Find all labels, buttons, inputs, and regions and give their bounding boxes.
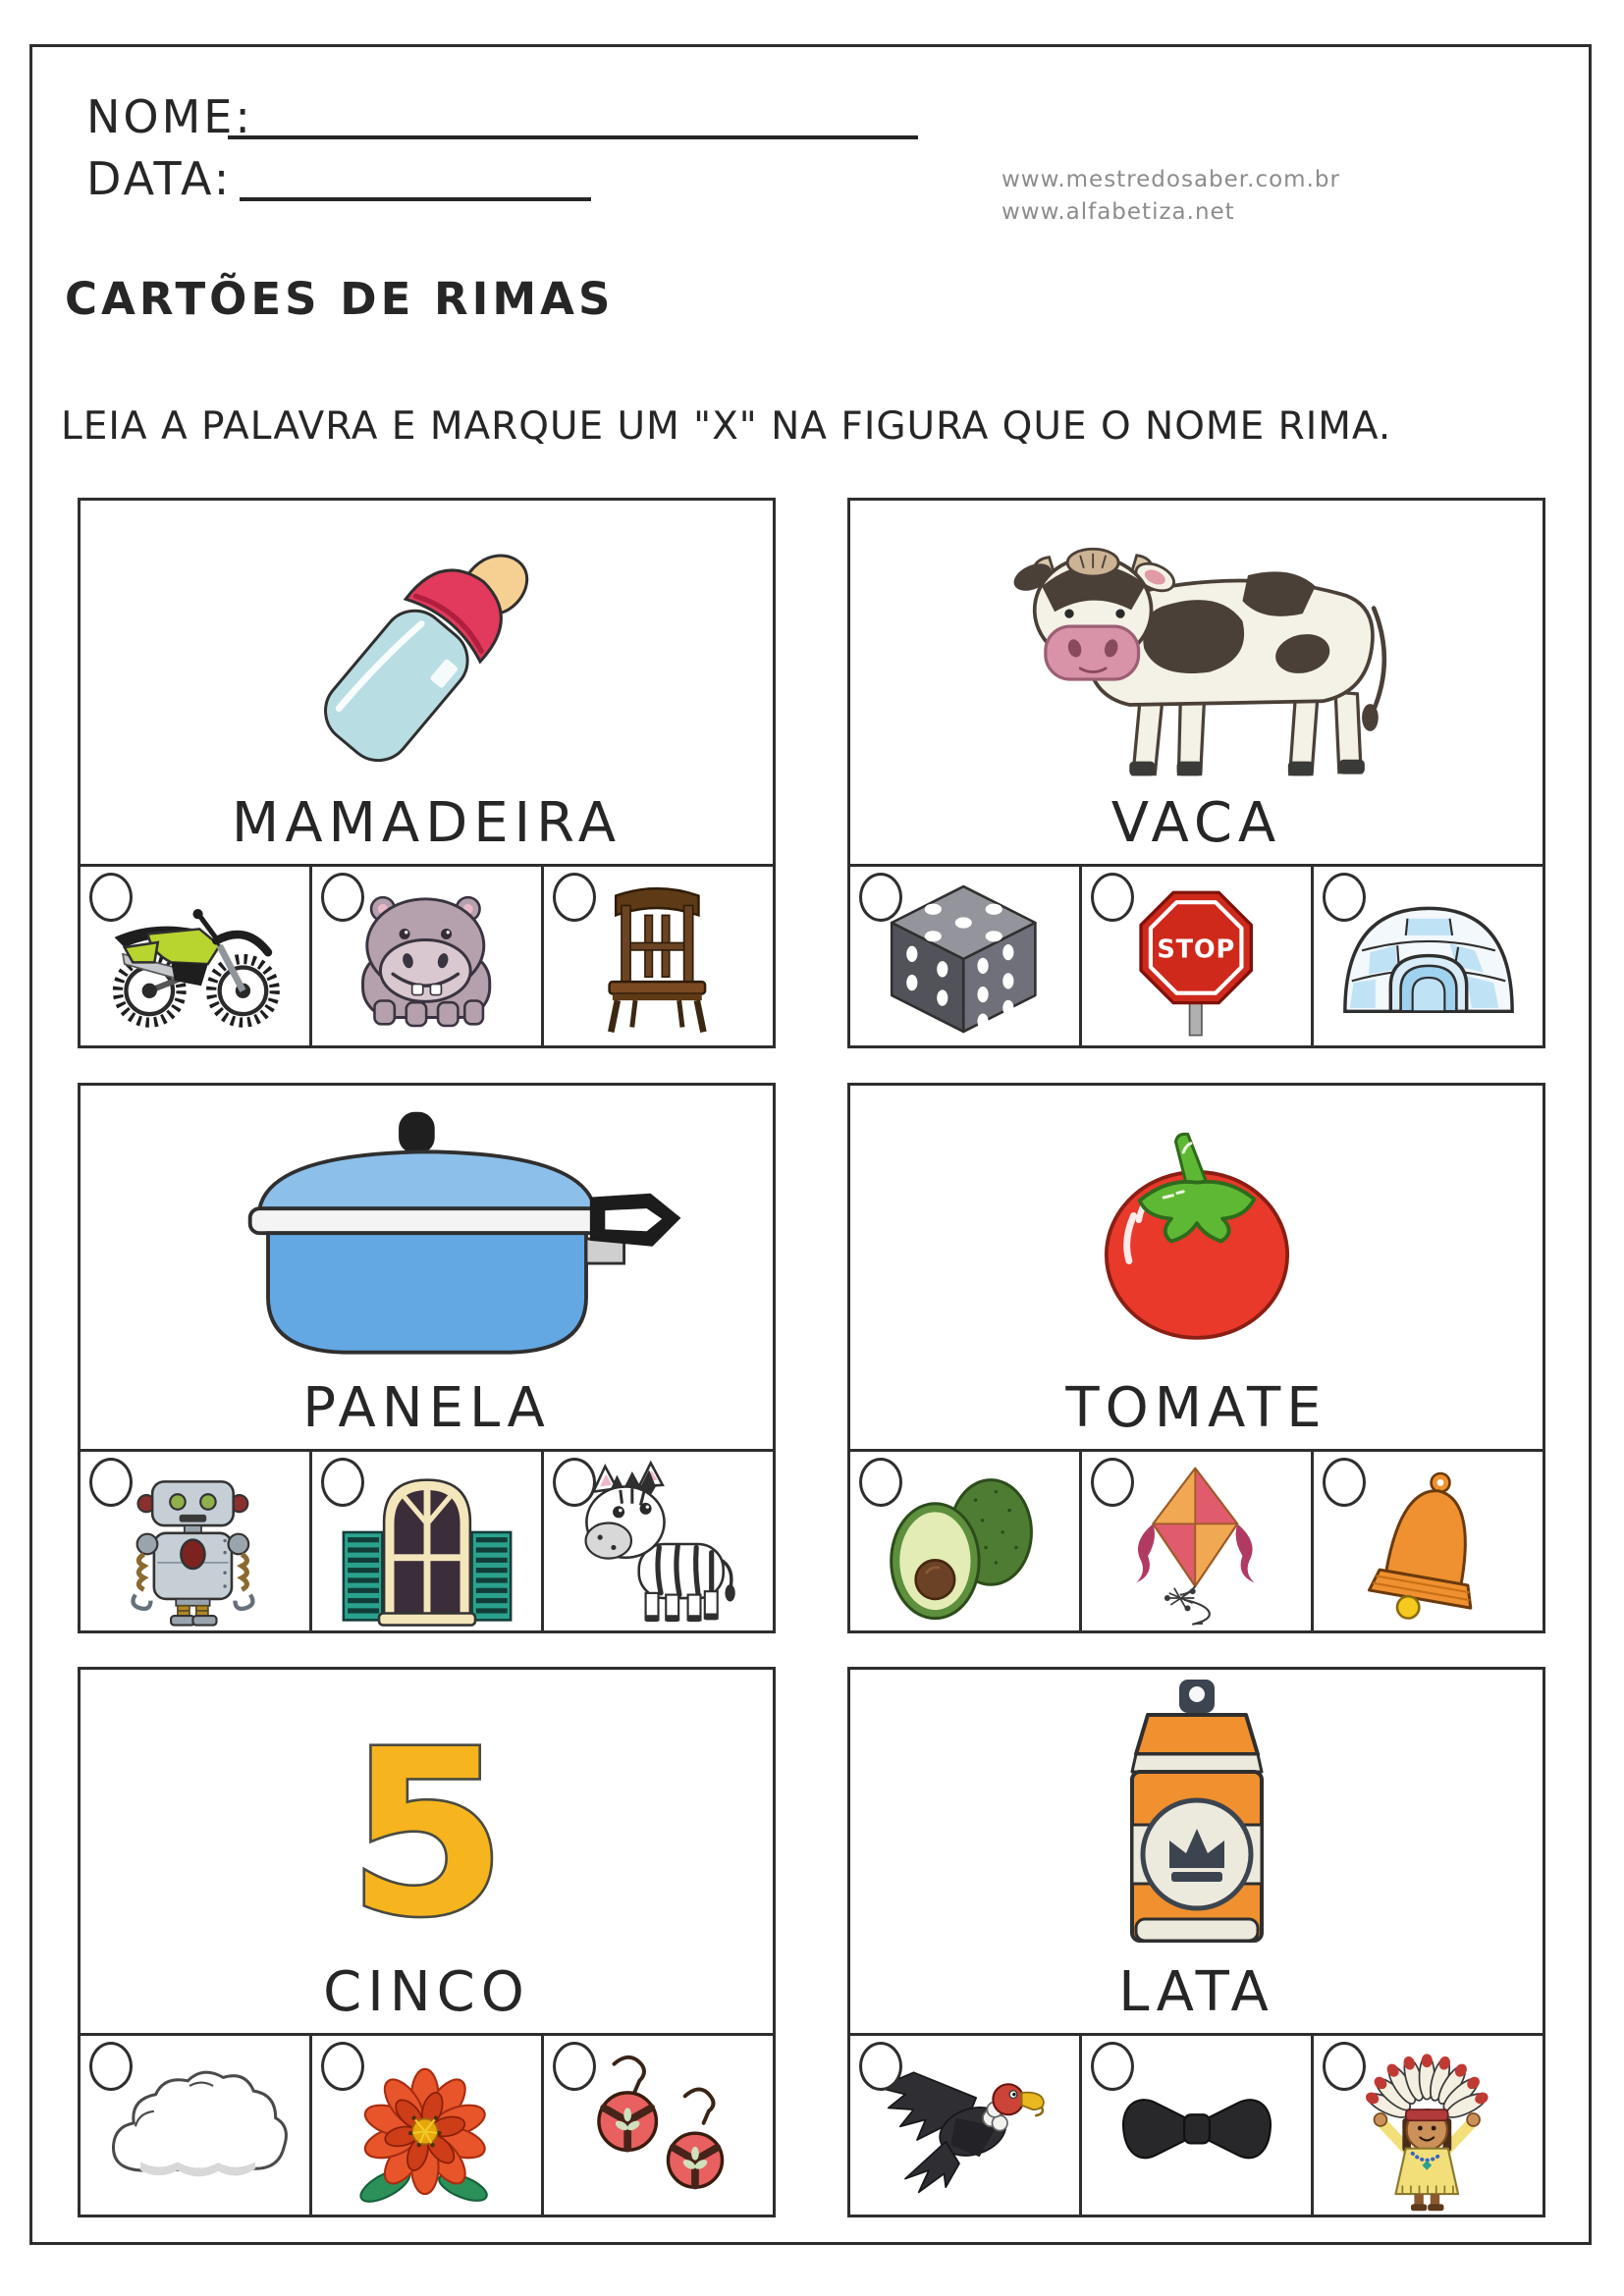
card-word: PANELA [302, 1376, 551, 1440]
option-dice[interactable] [850, 867, 1082, 1045]
main-image-wrap [81, 507, 773, 800]
option-chair[interactable] [544, 867, 773, 1045]
option-avocado[interactable] [850, 1452, 1082, 1630]
mark-circle[interactable] [321, 873, 364, 922]
instruction-text: LEIA A PALAVRA E MARQUE UM "X" NA FIGURA QUE O NOME RIMA. [61, 404, 1392, 449]
mark-circle[interactable] [859, 2042, 902, 2091]
word-area [81, 1086, 773, 1452]
stop-sign-label: STOP [1156, 934, 1235, 965]
mark-circle[interactable] [89, 2042, 133, 2091]
option-cloud[interactable] [81, 2036, 312, 2215]
option-zebra[interactable] [544, 1452, 773, 1630]
mark-circle[interactable] [89, 1458, 133, 1507]
mark-circle[interactable] [553, 2042, 596, 2091]
main-image-wrap [850, 1676, 1543, 1969]
option-bell[interactable] [1314, 1452, 1543, 1630]
mark-circle[interactable] [1091, 2042, 1134, 2091]
option-earrings[interactable] [544, 2036, 773, 2215]
card-word: CINCO [323, 1960, 530, 2024]
tomato-image [986, 1094, 1408, 1383]
mark-circle[interactable] [321, 1458, 364, 1507]
mark-circle[interactable] [553, 1458, 596, 1507]
rhyme-card-panela [78, 1083, 776, 1633]
rhyme-card-lata [847, 1667, 1545, 2217]
mark-circle[interactable] [859, 873, 902, 922]
pressure-cooker-image [162, 1096, 692, 1381]
rhyme-card-cinco [78, 1667, 776, 2217]
word-area [850, 1670, 1543, 2036]
option-native-boy[interactable] [1314, 2036, 1543, 2215]
number-five-image [221, 1676, 633, 1970]
options-row [81, 864, 773, 1045]
mark-circle[interactable] [1091, 1458, 1134, 1507]
main-image-wrap [81, 1092, 773, 1385]
website-link-2: www.alfabetiza.net [1001, 199, 1235, 225]
rhyme-card-vaca [847, 498, 1545, 1048]
mark-circle[interactable] [1091, 873, 1134, 922]
rhyme-card-mamadeira [78, 498, 776, 1048]
mark-circle[interactable] [859, 1458, 902, 1507]
main-image-wrap [81, 1676, 773, 1969]
date-blank-line[interactable] [240, 197, 591, 201]
word-area [81, 501, 773, 867]
card-word: MAMADEIRA [231, 791, 623, 855]
page-title: CARTÕES DE RIMAS [65, 273, 615, 325]
mark-circle[interactable] [89, 873, 133, 922]
option-kite[interactable] [1082, 1452, 1314, 1630]
card-word: LATA [1118, 1960, 1274, 2024]
card-word: TOMATE [1065, 1376, 1327, 1440]
mark-circle[interactable] [1323, 873, 1366, 922]
number-five-glyph: 5 [347, 1700, 507, 1966]
date-label: DATA: [86, 152, 233, 205]
options-row [850, 864, 1543, 1045]
options-row [81, 1449, 773, 1630]
option-motorcycle[interactable] [81, 867, 312, 1045]
main-image-wrap [850, 507, 1543, 800]
drink-can-image [1050, 1676, 1344, 1970]
options-row [81, 2033, 773, 2215]
option-igloo[interactable] [1314, 867, 1543, 1045]
word-area [850, 1086, 1543, 1452]
option-flower[interactable] [312, 2036, 544, 2215]
main-image-wrap [850, 1092, 1543, 1385]
mark-circle[interactable] [1323, 1458, 1366, 1507]
name-blank-line[interactable] [228, 135, 918, 139]
baby-bottle-image [221, 507, 633, 801]
options-row [850, 2033, 1543, 2215]
word-area [850, 501, 1543, 867]
option-robot[interactable] [81, 1452, 312, 1630]
cow-image [942, 507, 1452, 801]
name-label: NOME: [86, 90, 253, 143]
word-area [81, 1670, 773, 2036]
mark-circle[interactable] [1323, 2042, 1366, 2091]
option-hippo[interactable] [312, 867, 544, 1045]
rhyme-card-tomate [847, 1083, 1545, 1633]
option-window[interactable] [312, 1452, 544, 1630]
card-word: VACA [1110, 791, 1282, 855]
option-bow-tie[interactable] [1082, 2036, 1314, 2215]
mark-circle[interactable] [321, 2042, 364, 2091]
website-link-1: www.mestredosaber.com.br [1001, 167, 1340, 192]
option-vulture[interactable] [850, 2036, 1082, 2215]
option-stop-sign[interactable] [1082, 867, 1314, 1045]
options-row [850, 1449, 1543, 1630]
mark-circle[interactable] [553, 873, 596, 922]
